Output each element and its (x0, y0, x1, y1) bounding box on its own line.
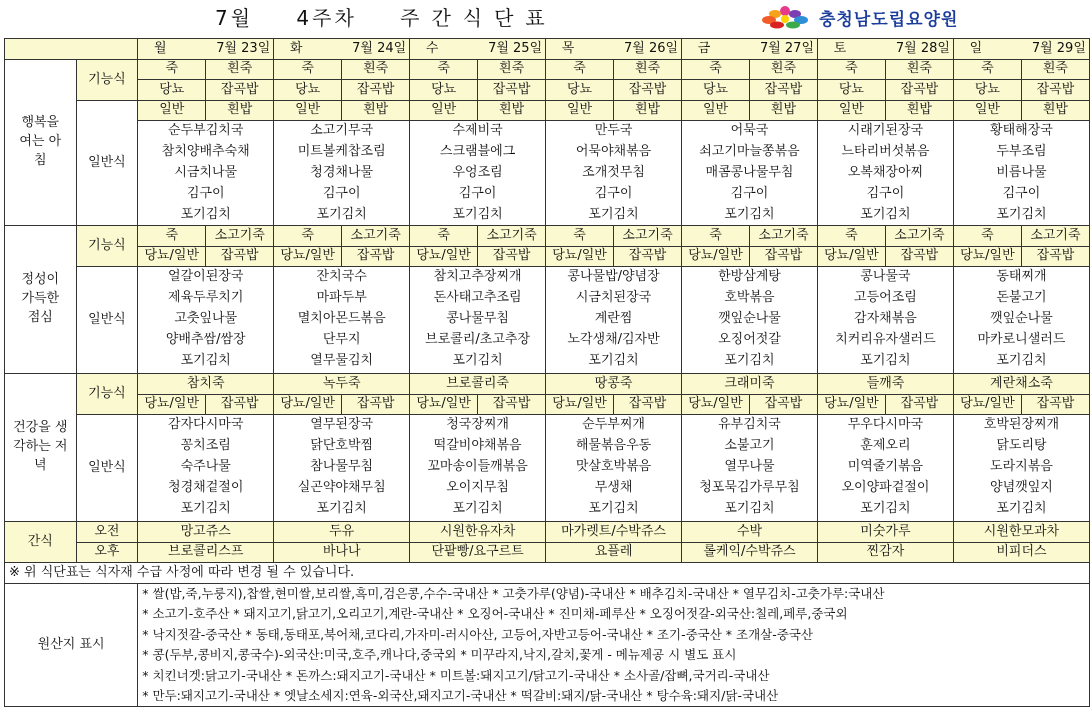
rice-type: 당뇨 (682, 80, 750, 101)
rice-type: 당뇨/일반 (274, 246, 342, 267)
rice-type: 잡곡밥 (478, 246, 546, 267)
origin-line: * 낙지젓갈-중국산 * 동태,동태포,북어채,코다리,가자미-러시아산, 고등어,자반고등어-국내산 * 조기-중국산 * 조개살-중국산 (138, 624, 1090, 645)
table-row (5, 665, 1090, 686)
table-row (5, 59, 1090, 80)
menu-item: 양배추쌈/쌈장 (138, 330, 274, 351)
menu-item: 쇠고기마늘쫑볶음 (682, 142, 818, 163)
menu-item: 어묵야채볶음 (546, 142, 682, 163)
origin-line: * 만두:돼지고기-국내산 * 엣날소세지:연육-외국산,돼지고기-국내산 * 떡갈비:돼지/닭-국내산 * 탕수육:돼지/닭-국내산 (138, 686, 1090, 707)
menu-item: 열무물김치 (274, 351, 410, 372)
day-header (953, 39, 1089, 60)
menu-item: 김구이 (138, 184, 274, 205)
porridge-type: 참치죽 (138, 374, 274, 395)
table-row (5, 563, 1090, 584)
functional-label: 기능식 (76, 374, 138, 415)
table-row (5, 522, 1090, 543)
snack-item: 시원한모과차 (953, 522, 1089, 543)
snack-item: 비피더스 (953, 542, 1089, 563)
menu-item: 열무나물 (682, 457, 818, 478)
rice-type: 당뇨/일반 (274, 394, 342, 415)
rice-type: 당뇨/일반 (138, 394, 206, 415)
table-row (5, 499, 1090, 520)
func-type: 죽 (546, 59, 614, 80)
menu-item: 호박된장찌개 (953, 415, 1089, 436)
func-type: 흰죽 (614, 59, 682, 80)
rice-type: 일반 (682, 100, 750, 121)
table-row (5, 309, 1090, 330)
table-row (5, 542, 1090, 563)
rice-type: 잡곡밥 (1021, 80, 1089, 101)
rice-type: 잡곡밥 (478, 394, 546, 415)
menu-item: 호박볶음 (682, 288, 818, 309)
rice-type: 당뇨/일반 (817, 246, 885, 267)
rice-type: 흰밥 (342, 100, 410, 121)
rice-type: 일반 (410, 100, 478, 121)
rice-type: 당뇨/일반 (546, 394, 614, 415)
func-type: 죽 (953, 59, 1021, 80)
table-row (5, 583, 1090, 604)
rice-type: 당뇨/일반 (138, 246, 206, 267)
menu-item: 깻잎순나물 (682, 309, 818, 330)
org-name: 충청남도립요양원 (819, 9, 959, 30)
day-name: 목 (561, 40, 575, 56)
flower-logo-icon (755, 4, 815, 30)
func-type: 죽 (274, 59, 342, 80)
menu-item: 포기김치 (817, 205, 953, 226)
snack-item: 망고쥬스 (138, 522, 274, 543)
table-row (5, 351, 1090, 372)
day-name: 금 (697, 40, 711, 56)
snack-item: 두유 (274, 522, 410, 543)
logo (755, 2, 1085, 32)
menu-item: 포기김치 (682, 205, 818, 226)
pm-label: 오후 (76, 542, 138, 563)
table-row (5, 330, 1090, 351)
rice-type: 잡곡밥 (749, 80, 817, 101)
menu-item: 포기김치 (682, 499, 818, 520)
table-row (5, 624, 1090, 645)
menu-item: 청포묵김가루무침 (682, 478, 818, 499)
porridge-type: 크래미죽 (682, 374, 818, 395)
menu-item: 소고기무국 (274, 121, 410, 142)
table-row (5, 205, 1090, 226)
menu-item: 잔치국수 (274, 267, 410, 288)
rice-type: 일반 (546, 100, 614, 121)
menu-item: 계란찜 (546, 309, 682, 330)
rice-type: 당뇨/일반 (410, 394, 478, 415)
table-row (5, 478, 1090, 499)
rice-type: 잡곡밥 (614, 80, 682, 101)
menu-item: 김구이 (546, 184, 682, 205)
title-week: 4주차 (296, 6, 357, 30)
porridge-type: 브로콜리죽 (410, 374, 546, 395)
snack-item: 롤케익/수박쥬스 (682, 542, 818, 563)
porridge-type: 땅콩죽 (546, 374, 682, 395)
table-row (5, 686, 1090, 707)
menu-item: 고춧잎나물 (138, 309, 274, 330)
func-type: 죽 (410, 59, 478, 80)
rice-type: 흰밥 (885, 100, 953, 121)
menu-item: 어묵국 (682, 121, 818, 142)
menu-item: 미트볼케찹조림 (274, 142, 410, 163)
menu-item: 양념깻잎지 (953, 478, 1089, 499)
rice-type: 당뇨/일반 (953, 246, 1021, 267)
menu-item: 참치고추장찌개 (410, 267, 546, 288)
menu-item: 청국장찌개 (410, 415, 546, 436)
rice-type: 일반 (274, 100, 342, 121)
menu-item: 맛살호박볶음 (546, 457, 682, 478)
rice-type: 당뇨/일반 (682, 246, 750, 267)
menu-item: 김구이 (953, 184, 1089, 205)
func-type: 죽 (546, 226, 614, 247)
menu-item: 동태찌개 (953, 267, 1089, 288)
rice-type: 일반 (817, 100, 885, 121)
menu-table (4, 38, 1090, 707)
menu-item: 단무지 (274, 330, 410, 351)
menu-item: 순두부김치국 (138, 121, 274, 142)
corner-cell (5, 39, 138, 60)
table-row (5, 394, 1090, 415)
table-row (5, 267, 1090, 288)
menu-item: 김구이 (410, 184, 546, 205)
func-type: 소고기죽 (885, 226, 953, 247)
menu-item: 한방삼계탕 (682, 267, 818, 288)
origin-line: * 치킨너겟:닭고기-국내산 * 돈까스:돼지고기-국내산 * 미트볼:돼지고기/닭고기-국내산 * 소사골/잡뼈,국거리-국내산 (138, 665, 1090, 686)
menu-item: 포기김치 (682, 351, 818, 372)
func-type: 죽 (682, 226, 750, 247)
func-type: 죽 (274, 226, 342, 247)
rice-type: 잡곡밥 (614, 246, 682, 267)
menu-item: 시금치나물 (138, 163, 274, 184)
rice-type: 잡곡밥 (885, 394, 953, 415)
rice-type: 잡곡밥 (614, 394, 682, 415)
menu-item: 열무된장국 (274, 415, 410, 436)
rice-type: 당뇨 (410, 80, 478, 101)
func-type: 소고기죽 (342, 226, 410, 247)
menu-item: 무생채 (546, 478, 682, 499)
day-name: 일 (969, 40, 983, 56)
day-header (817, 39, 953, 60)
func-type: 소고기죽 (478, 226, 546, 247)
func-type: 죽 (410, 226, 478, 247)
menu-item: 포기김치 (410, 351, 546, 372)
rice-type: 잡곡밥 (478, 80, 546, 101)
title-name: 주간식단표 (400, 6, 557, 30)
rice-type: 잡곡밥 (342, 80, 410, 101)
lunch-label: 정성이 가득한 점심 (5, 226, 77, 374)
rice-type: 잡곡밥 (206, 80, 274, 101)
day-name: 월 (153, 40, 167, 56)
menu-item: 포기김치 (817, 499, 953, 520)
menu-item: 포기김치 (274, 499, 410, 520)
snack-item: 바나나 (274, 542, 410, 563)
rice-type: 잡곡밥 (342, 246, 410, 267)
rice-type: 당뇨/일반 (410, 246, 478, 267)
menu-item: 포기김치 (953, 351, 1089, 372)
menu-item: 미역줄기볶음 (817, 457, 953, 478)
rice-type: 당뇨 (274, 80, 342, 101)
functional-label: 기능식 (76, 226, 138, 267)
table-row (5, 645, 1090, 666)
menu-item: 도라지볶음 (953, 457, 1089, 478)
menu-item: 수제비국 (410, 121, 546, 142)
rice-type: 잡곡밥 (206, 246, 274, 267)
rice-type: 당뇨 (138, 80, 206, 101)
snack-item: 브로콜리스프 (138, 542, 274, 563)
menu-item: 제육두루치기 (138, 288, 274, 309)
day-date: 7월 27일 (759, 40, 815, 56)
table-row (5, 436, 1090, 457)
menu-item: 오징어젓갈 (682, 330, 818, 351)
rice-type: 잡곡밥 (749, 246, 817, 267)
notice-text: ※ 위 식단표는 식자재 수급 사정에 따라 변경 될 수 있습니다. (5, 563, 1090, 584)
origin-line: * 쌀(밥,죽,누룽지),찹쌀,현미쌀,보리쌀,흑미,검은콩,수수-국내산 * 고춧가루(양념)-국내산 * 배추김치-국내산 * 열무김치-고춧가루:국내산 (138, 583, 1090, 604)
table-row (5, 100, 1090, 121)
menu-item: 얼갈이된장국 (138, 267, 274, 288)
menu-item: 포기김치 (274, 205, 410, 226)
func-type: 죽 (817, 59, 885, 80)
menu-item: 돈사태고추조림 (410, 288, 546, 309)
table-row (5, 121, 1090, 142)
day-date: 7월 28일 (895, 40, 950, 56)
menu-item: 매콤콩나물무침 (682, 163, 818, 184)
menu-item: 해물볶음우동 (546, 436, 682, 457)
title-month: 7월 (215, 6, 254, 30)
table-row (5, 184, 1090, 205)
menu-item: 포기김치 (138, 499, 274, 520)
menu-item: 감자채볶음 (817, 309, 953, 330)
rice-type: 흰밥 (749, 100, 817, 121)
menu-item: 닭단호박찜 (274, 436, 410, 457)
menu-item: 돈불고기 (953, 288, 1089, 309)
menu-item: 무우다시마국 (817, 415, 953, 436)
func-type: 흰죽 (342, 59, 410, 80)
menu-item: 깻잎순나물 (953, 309, 1089, 330)
day-header (274, 39, 410, 60)
snack-item: 미숫가루 (817, 522, 953, 543)
day-date: 7월 26일 (624, 40, 679, 56)
menu-item: 청경채나물 (274, 163, 410, 184)
day-header (682, 39, 818, 60)
regular-label: 일반식 (76, 267, 138, 374)
snack-item: 찐감자 (817, 542, 953, 563)
menu-item: 콩나물국 (817, 267, 953, 288)
porridge-type: 계란채소죽 (953, 374, 1089, 395)
menu-item: 시금치된장국 (546, 288, 682, 309)
porridge-type: 들깨죽 (817, 374, 953, 395)
menu-item: 치커리유자샐러드 (817, 330, 953, 351)
menu-item: 떡갈비야채볶음 (410, 436, 546, 457)
rice-type: 흰밥 (478, 100, 546, 121)
menu-item: 마파두부 (274, 288, 410, 309)
menu-item: 두부조림 (953, 142, 1089, 163)
menu-item: 포기김치 (410, 499, 546, 520)
func-type: 흰죽 (1021, 59, 1089, 80)
rice-type: 잡곡밥 (885, 80, 953, 101)
menu-item: 꽁치조림 (138, 436, 274, 457)
breakfast-label: 행복을 여는 아침 (5, 59, 77, 226)
rice-type: 당뇨/일반 (953, 394, 1021, 415)
func-type: 소고기죽 (1021, 226, 1089, 247)
page-title (215, 2, 591, 31)
menu-item: 포기김치 (546, 499, 682, 520)
porridge-type: 녹두죽 (274, 374, 410, 395)
table-row (5, 415, 1090, 436)
origin-line: * 소고기-호주산 * 돼지고기,닭고기,오리고기,계란-국내산 * 오징어-국내산 * 진미채-페루산 * 오징어젓갈-외국산:칠레,페루,중국외 (138, 604, 1090, 625)
menu-item: 느타리버섯볶음 (817, 142, 953, 163)
rice-type: 잡곡밥 (749, 394, 817, 415)
rice-type: 당뇨/일반 (817, 394, 885, 415)
menu-item: 황태해장국 (953, 121, 1089, 142)
day-name: 화 (289, 40, 303, 56)
menu-item: 오복채장아찌 (817, 163, 953, 184)
menu-item: 훈제오리 (817, 436, 953, 457)
rice-type: 잡곡밥 (342, 394, 410, 415)
rice-type: 잡곡밥 (885, 246, 953, 267)
day-header (410, 39, 546, 60)
menu-item: 시래기된장국 (817, 121, 953, 142)
regular-label: 일반식 (76, 415, 138, 522)
func-type: 죽 (817, 226, 885, 247)
rice-type: 일반 (953, 100, 1021, 121)
functional-label: 기능식 (76, 59, 138, 100)
menu-item: 실곤약야채무침 (274, 478, 410, 499)
day-date: 7월 25일 (488, 40, 543, 56)
menu-item: 감자다시마국 (138, 415, 274, 436)
menu-item: 멸치아몬드볶음 (274, 309, 410, 330)
menu-item: 순두부찌개 (546, 415, 682, 436)
menu-item: 김구이 (274, 184, 410, 205)
menu-item: 포기김치 (546, 351, 682, 372)
table-row (5, 80, 1090, 101)
menu-item: 고등어조림 (817, 288, 953, 309)
menu-item: 만두국 (546, 121, 682, 142)
func-type: 죽 (682, 59, 750, 80)
rice-type: 일반 (138, 100, 206, 121)
menu-item: 비름나물 (953, 163, 1089, 184)
func-type: 죽 (953, 226, 1021, 247)
menu-item: 포기김치 (817, 351, 953, 372)
day-date: 7월 24일 (352, 40, 407, 56)
snack-item: 시원한유자차 (410, 522, 546, 543)
func-type: 흰죽 (478, 59, 546, 80)
func-type: 흰죽 (749, 59, 817, 80)
rice-type: 당뇨 (817, 80, 885, 101)
menu-item: 오이양파겉절이 (817, 478, 953, 499)
menu-item: 김구이 (682, 184, 818, 205)
menu-item: 오이지무침 (410, 478, 546, 499)
menu-item: 꼬마송이들깨볶음 (410, 457, 546, 478)
menu-item: 포기김치 (953, 499, 1089, 520)
table-row (5, 163, 1090, 184)
menu-item: 우엉조림 (410, 163, 546, 184)
menu-item: 브로콜리/초고추장 (410, 330, 546, 351)
menu-item: 유부김치국 (682, 415, 818, 436)
rice-type: 당뇨/일반 (546, 246, 614, 267)
day-header (138, 39, 274, 60)
regular-label: 일반식 (76, 100, 138, 226)
table-row (5, 288, 1090, 309)
rice-type: 흰밥 (206, 100, 274, 121)
rice-type: 잡곡밥 (1021, 394, 1089, 415)
table-row (5, 457, 1090, 478)
menu-item: 콩나물무침 (410, 309, 546, 330)
menu-item: 참나물무침 (274, 457, 410, 478)
rice-type: 흰밥 (614, 100, 682, 121)
func-type: 흰죽 (885, 59, 953, 80)
func-type: 소고기죽 (749, 226, 817, 247)
snack-item: 요플레 (546, 542, 682, 563)
rice-type: 잡곡밥 (1021, 246, 1089, 267)
menu-item: 참치양배추숙채 (138, 142, 274, 163)
table-row (5, 226, 1090, 247)
menu-item: 조개젓무침 (546, 163, 682, 184)
func-type: 죽 (138, 226, 206, 247)
rice-type: 당뇨 (953, 80, 1021, 101)
am-label: 오전 (76, 522, 138, 543)
menu-item: 청경채겉절이 (138, 478, 274, 499)
origin-label: 원산지 표시 (5, 583, 138, 706)
origin-line: * 콩(두부,콩비지,콩국수)-외국산:미국,호주,캐나다,중국외 * 미꾸라지,낙지,갈치,꽃게 - 메뉴제공 시 별도 표시 (138, 645, 1090, 666)
menu-item: 소불고기 (682, 436, 818, 457)
menu-item: 포기김치 (138, 351, 274, 372)
day-date: 7월 29일 (1031, 40, 1086, 56)
func-type: 소고기죽 (614, 226, 682, 247)
menu-item: 김구이 (817, 184, 953, 205)
menu-item: 포기김치 (410, 205, 546, 226)
dinner-label: 건강을 생각하는 저녁 (5, 374, 77, 522)
snack-item: 수박 (682, 522, 818, 543)
day-date: 7월 23일 (216, 40, 271, 56)
table-row (5, 39, 1090, 60)
table-row (5, 142, 1090, 163)
rice-type: 당뇨/일반 (682, 394, 750, 415)
func-type: 소고기죽 (206, 226, 274, 247)
rice-type: 당뇨 (546, 80, 614, 101)
menu-item: 포기김치 (138, 205, 274, 226)
menu-item: 닭도리탕 (953, 436, 1089, 457)
func-type: 흰죽 (206, 59, 274, 80)
snack-label: 간식 (5, 522, 77, 563)
func-type: 죽 (138, 59, 206, 80)
snack-item: 단팥빵/요구르트 (410, 542, 546, 563)
rice-type: 흰밥 (1021, 100, 1089, 121)
menu-item: 노각생채/김자반 (546, 330, 682, 351)
menu-item: 콩나물밥/양념장 (546, 267, 682, 288)
menu-item: 포기김치 (953, 205, 1089, 226)
day-name: 토 (833, 40, 847, 56)
menu-item: 마카로니샐러드 (953, 330, 1089, 351)
table-row (5, 246, 1090, 267)
table-row (5, 604, 1090, 625)
table-row (5, 374, 1090, 395)
day-header (546, 39, 682, 60)
snack-item: 마가렛트/수박쥬스 (546, 522, 682, 543)
menu-item: 포기김치 (546, 205, 682, 226)
day-name: 수 (425, 40, 439, 56)
menu-item: 스크램블에그 (410, 142, 546, 163)
menu-item: 숙주나물 (138, 457, 274, 478)
rice-type: 잡곡밥 (206, 394, 274, 415)
